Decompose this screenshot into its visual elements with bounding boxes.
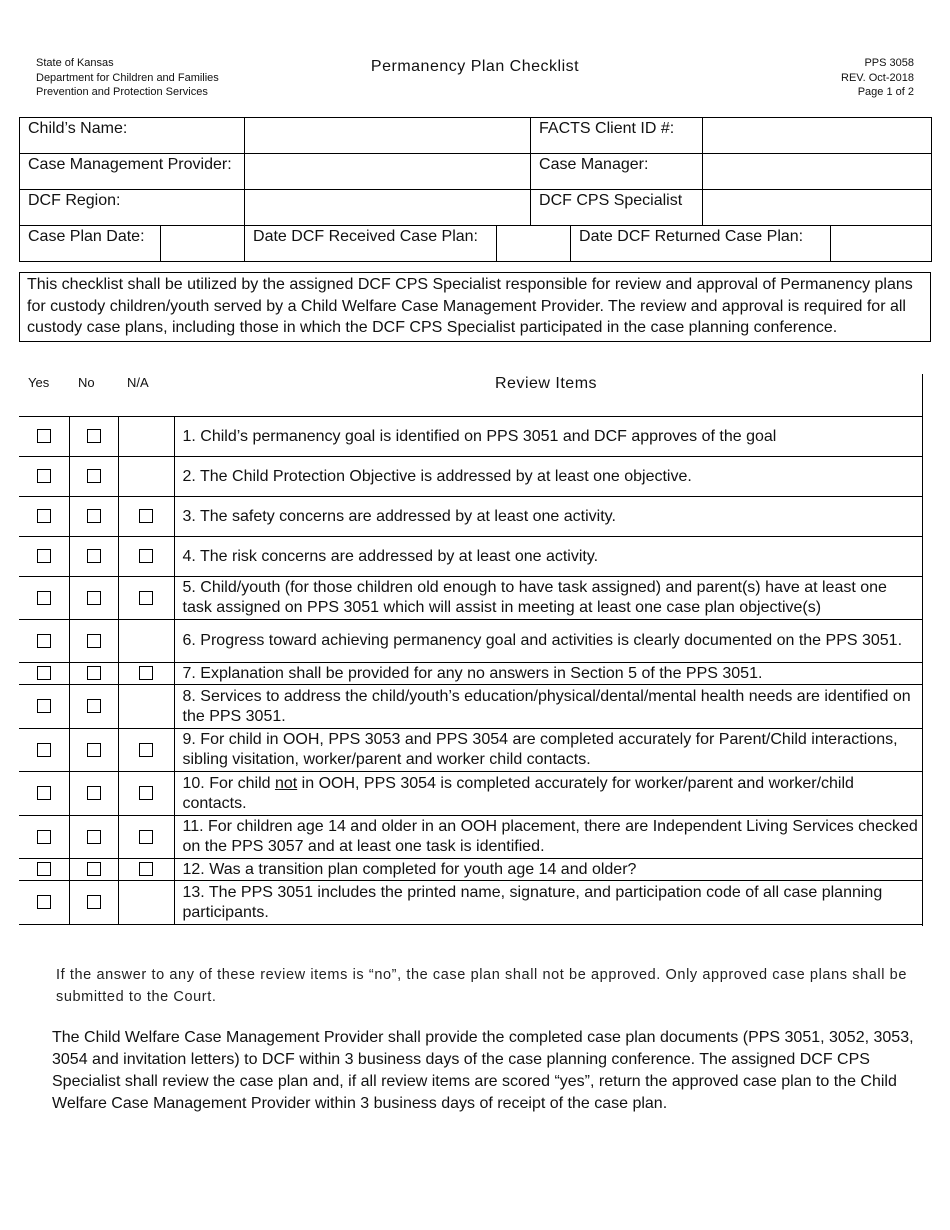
review-item-text: 13. The PPS 3051 includes the printed name, signature, and participation code of all case planning participants. [174,881,922,925]
review-item-text: 5. Child/youth (for those children old enough to have task assigned) and parent(s) have at least one task assigned on PPS 3051 which will assist in meeting at least one case plan objective(s) [174,577,922,620]
review-row-7 [19,663,922,685]
review-row-11 [19,816,922,859]
yes-checkbox[interactable] [37,786,51,800]
yes-checkbox[interactable] [37,509,51,523]
no-checkbox[interactable] [87,743,101,757]
na-checkbox[interactable] [139,786,153,800]
review-row-3 [19,497,922,537]
submission-instructions: The Child Welfare Case Management Provider shall provide the completed case plan documents (PPS 3051, 3052, 3053, 3054 and invitation letters) to DCF within 3 business days of the case planning conference. The assigned DCF CPS Specialist shall review the case plan and, if all review items are scored “yes”, return the approved case plan to the Child Welfare Case Management Provider within 3 business days of receipt of the case plan. [52,1029,914,1112]
review-row-12 [19,859,922,881]
approval-warning: If the answer to any of these review items is “no”, the case plan shall not be approved. Only approved case plans shall be submitted to the Court. [56,967,907,1005]
yes-checkbox[interactable] [37,862,51,876]
review-row-10 [19,772,922,816]
review-item-text: 8. Services to address the child/youth’s education/physical/dental/mental health needs are identified on the PPS 3051. [174,685,922,729]
na-checkbox[interactable] [139,549,153,563]
item-10-emphasis: not [274,774,298,792]
review-row-6 [19,620,922,663]
review-items-table [19,416,922,925]
header-state: State of Kansas [36,57,114,69]
no-checkbox[interactable] [87,429,101,443]
yes-checkbox[interactable] [37,699,51,713]
provider-field[interactable] [245,154,531,190]
review-row-1 [19,417,922,457]
case-manager-field[interactable] [703,154,932,190]
review-items-heading: Review Items [495,375,598,392]
review-item-text: 12. Was a transition plan completed for youth age 14 and older? [174,859,922,881]
review-item-text: 3. The safety concerns are addressed by at least one activity. [174,497,922,537]
child-name-label: Child’s Name: [20,118,245,154]
header-department: Department for Children and Families [36,71,219,84]
yes-checkbox[interactable] [37,666,51,680]
instructions-note: This checklist shall be utilized by the assigned DCF CPS Specialist responsible for review and approval of Permanency plans for custody children/youth served by a Child Welfare Case Management Provider. The review and approval is required for all custody case plans, including those in which the DCF CPS Specialist participated in the case planning conference. [19,272,931,342]
yes-checkbox[interactable] [37,591,51,605]
facts-id-label: FACTS Client ID #: [531,118,703,154]
review-row-2 [19,457,922,497]
facts-id-field[interactable] [703,118,932,154]
plan-date-field[interactable] [161,226,245,262]
no-checkbox[interactable] [87,666,101,680]
review-item-text: 7. Explanation shall be provided for any no answers in Section 5 of the PPS 3051. [174,663,922,685]
page-number: Page 1 of 2 [857,86,914,98]
no-checkbox[interactable] [87,469,101,483]
na-checkbox[interactable] [139,591,153,605]
yes-checkbox[interactable] [37,895,51,909]
no-checkbox[interactable] [87,862,101,876]
yes-checkbox[interactable] [37,549,51,563]
review-item-text: 6. Progress toward achieving permanency goal and activities is clearly documented on the PPS 3051. [174,620,922,663]
no-checkbox[interactable] [87,549,101,563]
col-na-label: N/A [127,375,149,390]
yes-checkbox[interactable] [37,429,51,443]
page-title: Permanency Plan Checklist [370,58,580,75]
returned-date-label: Date DCF Returned Case Plan: [571,226,831,262]
na-checkbox[interactable] [139,509,153,523]
na-checkbox[interactable] [139,830,153,844]
no-checkbox[interactable] [87,830,101,844]
received-date-label: Date DCF Received Case Plan: [245,226,497,262]
case-manager-label: Case Manager: [531,154,703,190]
review-item-text: 9. For child in OOH, PPS 3053 and PPS 3054 are completed accurately for Parent/Child interactions, sibling visitation, worker/parent and worker child contacts. [174,729,922,772]
review-row-9 [19,729,922,772]
yes-checkbox[interactable] [37,830,51,844]
region-label: DCF Region: [20,190,245,226]
review-row-8 [19,685,922,729]
yes-checkbox[interactable] [37,743,51,757]
review-row-5 [19,577,922,620]
col-no-label: No [78,375,95,390]
na-checkbox[interactable] [139,743,153,757]
item-10-after: in OOH, PPS 3054 is completed accurately for worker/parent and worker/child contacts. [182,774,854,812]
review-item-text: 11. For children age 14 and older in an OOH placement, there are Independent Living Services checked on the PPS 3057 and at least one task is identified. [174,816,922,859]
cps-specialist-label: DCF CPS Specialist [531,190,703,226]
no-checkbox[interactable] [87,509,101,523]
review-item-text: 1. Child’s permanency goal is identified on PPS 3051 and DCF approves of the goal [174,417,922,457]
yes-checkbox[interactable] [37,469,51,483]
header-form-info [841,56,914,100]
review-item-text: 4. The risk concerns are addressed by at least one activity. [174,537,922,577]
review-item-text [174,772,922,816]
form-number: PPS 3058 [864,57,914,69]
case-info-table [19,117,932,262]
no-checkbox[interactable] [87,786,101,800]
cps-specialist-field[interactable] [703,190,932,226]
yes-checkbox[interactable] [37,634,51,648]
na-checkbox[interactable] [139,666,153,680]
no-checkbox[interactable] [87,634,101,648]
received-date-field[interactable] [497,226,571,262]
no-checkbox[interactable] [87,591,101,605]
child-name-field[interactable] [245,118,531,154]
review-item-text: 2. The Child Protection Objective is addressed by at least one objective. [174,457,922,497]
no-checkbox[interactable] [87,699,101,713]
review-row-4 [19,537,922,577]
na-checkbox[interactable] [139,862,153,876]
region-field[interactable] [245,190,531,226]
form-revision: REV. Oct-2018 [841,71,914,84]
plan-date-label: Case Plan Date: [20,226,161,262]
no-checkbox[interactable] [87,895,101,909]
header-division: Prevention and Protection Services [36,86,208,98]
returned-date-field[interactable] [831,226,932,262]
review-row-13 [19,881,922,925]
provider-label: Case Management Provider: [20,154,245,190]
col-yes-label: Yes [28,375,50,390]
item-10-before: 10. For child [182,774,275,792]
